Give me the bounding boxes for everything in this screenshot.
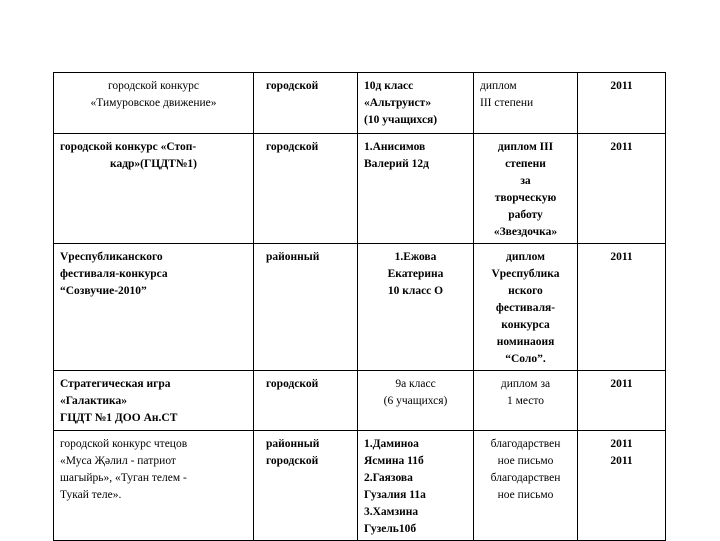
year-line: 2011 (610, 378, 633, 390)
competition-line: шагыйрь», «Туган телем - (60, 472, 187, 484)
level-line: районный (266, 251, 320, 263)
level-line: районный (266, 438, 320, 450)
year-cell (578, 134, 666, 244)
level-cell (254, 134, 358, 244)
participants-line: (6 учащихся) (383, 395, 448, 407)
participants-line: Валерий 12д (364, 158, 429, 170)
table-row (54, 371, 666, 431)
competition-cell (54, 244, 254, 371)
competition-cell (54, 371, 254, 431)
award-line: 1 место (506, 395, 545, 407)
award-line: благодарствен (490, 438, 561, 450)
participants-cell (358, 431, 474, 541)
participants-cell (358, 73, 474, 134)
award-line: степени (505, 158, 546, 170)
award-line: «Звездочка» (493, 226, 558, 238)
year-line: 2011 (610, 455, 633, 467)
participants-line: 2.Гаязова (364, 472, 413, 484)
competition-line: «Муса Җәлил - патриот (60, 455, 176, 467)
participants-line: 1.Даминоа (364, 438, 419, 450)
award-line: диплом III (497, 141, 554, 153)
competition-line: «Тимуровское движение» (90, 97, 217, 109)
award-line: диплом (506, 251, 545, 263)
participants-cell (358, 244, 474, 371)
level-cell (254, 244, 358, 371)
year-cell (578, 371, 666, 431)
level-cell (254, 431, 358, 541)
year-line: 2011 (610, 80, 633, 92)
competition-cell (54, 134, 254, 244)
awards-table (53, 72, 666, 541)
year-cell (578, 244, 666, 371)
competition-line: городской конкурс чтецов (60, 438, 188, 450)
award-cell (474, 431, 578, 541)
award-line: III степени (480, 97, 534, 109)
award-line: работу (508, 209, 543, 221)
competition-line: городской конкурс (107, 80, 200, 92)
level-cell (254, 371, 358, 431)
participants-line: (10 учащихся) (364, 114, 438, 126)
level-line: городской (266, 455, 319, 467)
award-line: “Соло”. (505, 353, 546, 365)
award-line: ное письмо (497, 455, 554, 467)
participants-line: 10 класс О (387, 285, 444, 297)
year-line: 2011 (610, 141, 633, 153)
participants-cell (358, 134, 474, 244)
award-line: диплом за (500, 378, 551, 390)
award-line: диплом (480, 80, 517, 92)
level-line: городской (266, 378, 319, 390)
award-line: нского (508, 285, 543, 297)
competition-line: кадр»(ГЦДТ№1) (110, 158, 197, 170)
participants-cell (358, 371, 474, 431)
participants-line: Ясмина 11б (364, 455, 424, 467)
level-line: городской (266, 141, 319, 153)
level-line: городской (266, 80, 319, 92)
year-line: 2011 (610, 438, 633, 450)
award-line: номинаоия (496, 336, 555, 348)
table-row (54, 73, 666, 134)
competition-line: фестиваля-конкурса (60, 268, 168, 280)
award-line: творческую (494, 192, 557, 204)
award-line: за (520, 175, 531, 187)
year-line: 2011 (610, 251, 633, 263)
competition-line: городской конкурс «Стоп- (60, 141, 197, 153)
participants-line: 1.Ежова (394, 251, 437, 263)
competition-line: Стратегическая игра (60, 378, 171, 390)
table-row (54, 134, 666, 244)
award-cell (474, 371, 578, 431)
participants-line: 9а класс (395, 378, 436, 390)
award-cell (474, 244, 578, 371)
competition-line: “Созвучие-2010” (60, 285, 147, 297)
year-cell (578, 431, 666, 541)
year-cell (578, 73, 666, 134)
competition-line: Тукай теле». (60, 489, 122, 501)
award-cell (474, 73, 578, 134)
award-line: фестиваля- (495, 302, 556, 314)
participants-line: Гузалия 11а (364, 489, 426, 501)
competition-line: «Галактика» (60, 395, 127, 407)
table-row (54, 431, 666, 541)
participants-line: 3.Хамзина (364, 506, 419, 518)
participants-line: 1.Анисимов (364, 141, 426, 153)
award-line: Vреспублика (491, 268, 560, 280)
table-row (54, 244, 666, 371)
competition-line: Vреспубликанского (60, 251, 163, 263)
award-line: конкурса (501, 319, 550, 331)
participants-line: Екатерина (387, 268, 444, 280)
competition-cell (54, 431, 254, 541)
competition-line: ГЦДТ №1 ДОО Ан.СТ (60, 412, 178, 424)
award-line: ное письмо (497, 489, 554, 501)
participants-line: Гузель10б (364, 523, 417, 535)
participants-line: «Альтруист» (364, 97, 432, 109)
award-cell (474, 134, 578, 244)
award-line: благодарствен (490, 472, 561, 484)
level-cell (254, 73, 358, 134)
participants-line: 10д класс (364, 80, 414, 92)
competition-cell (54, 73, 254, 134)
